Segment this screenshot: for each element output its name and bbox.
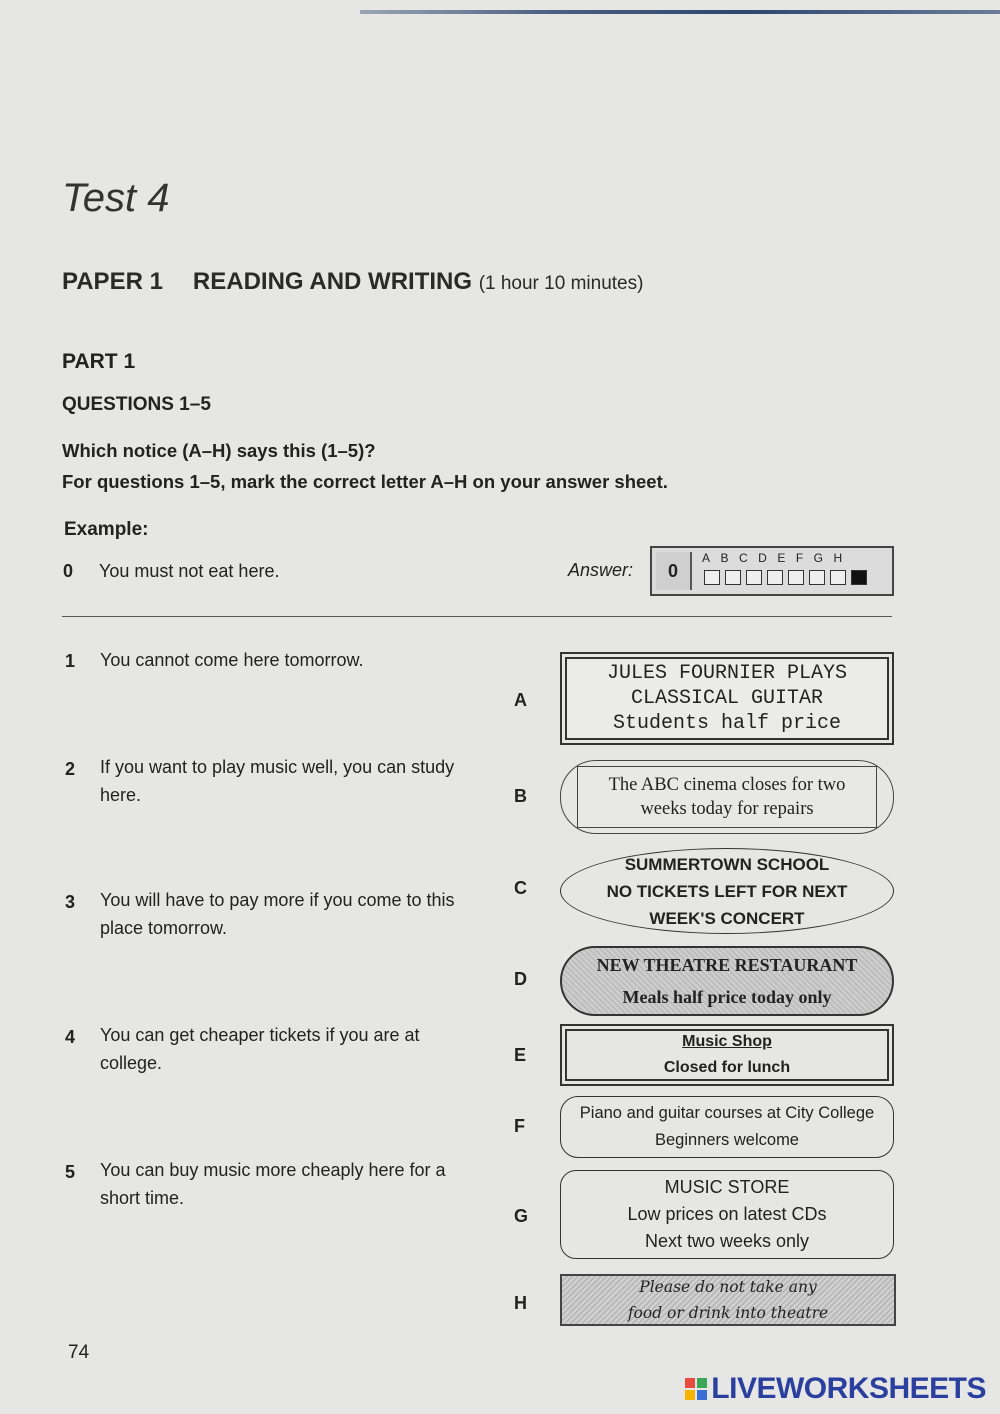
question-number: 2	[65, 759, 76, 779]
notice-g	[560, 1170, 894, 1259]
paper-duration: (1 hour 10 minutes)	[478, 273, 644, 294]
notice-line: SUMMERTOWN SCHOOL	[624, 854, 830, 874]
notice-line: Beginners welcome	[655, 1131, 799, 1149]
example-text: You must not eat here.	[99, 561, 280, 581]
test-title: Test 4	[62, 176, 170, 220]
question-text: If you want to play music well, you can study here.	[100, 757, 455, 805]
notice-line: Meals half price today only	[622, 987, 832, 1007]
notice-line: NEW THEATRE RESTAURANT	[596, 955, 858, 975]
notice-letter: B	[514, 786, 527, 806]
top-edge-line	[360, 10, 1000, 14]
questions-heading: QUESTIONS 1–5	[62, 394, 211, 415]
notice-a	[560, 652, 894, 745]
example-answer-grid	[650, 546, 894, 596]
section-divider	[62, 616, 892, 617]
example-number: 0	[63, 561, 74, 581]
example-label: Example:	[64, 519, 149, 540]
notice-line: Low prices on latest CDs	[627, 1204, 827, 1224]
question-number: 5	[65, 1162, 76, 1182]
notice-line: JULES FOURNIER PLAYS	[606, 662, 848, 685]
answer-label: Answer:	[568, 560, 634, 580]
question-text: You cannot come here tomorrow.	[100, 650, 364, 670]
notice-line: Music Shop	[682, 1033, 772, 1050]
notice-line: Students half price	[612, 712, 842, 735]
notice-line: The ABC cinema closes for two	[608, 775, 846, 795]
notice-letter: F	[514, 1116, 525, 1136]
answer-cell-g	[830, 570, 846, 585]
notice-letter: A	[514, 690, 527, 710]
question-text: You will have to pay more if you come to this place tomorrow.	[100, 890, 455, 938]
notice-letter: E	[514, 1045, 527, 1065]
notice-line: WEEK'S CONCERT	[649, 908, 805, 928]
answer-cell-b	[725, 570, 741, 585]
answer-cell-d	[767, 570, 783, 585]
answer-grid-letters: ABCDEFGH	[702, 551, 853, 565]
notice-letter: C	[514, 878, 527, 898]
notice-line: NO TICKETS LEFT FOR NEXT	[606, 881, 848, 901]
paper-name: READING AND WRITING	[192, 268, 473, 295]
answer-grid-cells	[704, 570, 867, 585]
notice-letter: G	[514, 1206, 529, 1226]
watermark-text: LIVEWORKSHEETS	[711, 1372, 986, 1405]
answer-cell-h-selected	[851, 570, 867, 585]
answer-grid-number: 0	[656, 552, 692, 590]
question-number: 3	[65, 892, 76, 912]
question-number: 1	[65, 651, 76, 671]
notice-e	[560, 1024, 894, 1086]
notice-line: Closed for lunch	[663, 1059, 791, 1076]
page-number: 74	[68, 1342, 90, 1363]
liveworksheets-logo	[685, 1372, 986, 1406]
question-text: You can buy music more cheaply here for a short time.	[100, 1160, 446, 1208]
notice-line: MUSIC STORE	[664, 1177, 790, 1197]
instruction-line-1: Which notice (A–H) says this (1–5)?	[62, 440, 376, 461]
notice-line: Next two weeks only	[644, 1231, 810, 1251]
paper-heading	[62, 268, 643, 296]
answer-cell-a	[704, 570, 720, 585]
paper-number: PAPER 1	[62, 268, 163, 295]
notice-line: food or drink into theatre	[627, 1304, 829, 1322]
notice-d	[560, 946, 894, 1016]
notice-h	[560, 1274, 896, 1326]
notice-line: Please do not take any	[639, 1278, 817, 1296]
liveworksheets-icon	[685, 1378, 707, 1400]
notice-f	[560, 1096, 894, 1158]
answer-cell-c	[746, 570, 762, 585]
notice-c	[560, 848, 894, 934]
question-text: You can get cheaper tickets if you are at college.	[100, 1025, 420, 1073]
notice-letter: H	[514, 1293, 527, 1313]
part-heading: PART 1	[62, 350, 136, 373]
notice-line: Piano and guitar courses at City College	[579, 1104, 875, 1122]
question-number: 4	[65, 1027, 76, 1047]
answer-cell-e	[788, 570, 804, 585]
notice-letter: D	[514, 969, 527, 989]
instruction-line-2: For questions 1–5, mark the correct letter A–H on your answer sheet.	[62, 471, 668, 492]
notice-line: weeks today for repairs	[640, 799, 814, 819]
answer-cell-f	[809, 570, 825, 585]
notice-b	[560, 760, 894, 834]
notice-line: CLASSICAL GUITAR	[630, 687, 824, 710]
